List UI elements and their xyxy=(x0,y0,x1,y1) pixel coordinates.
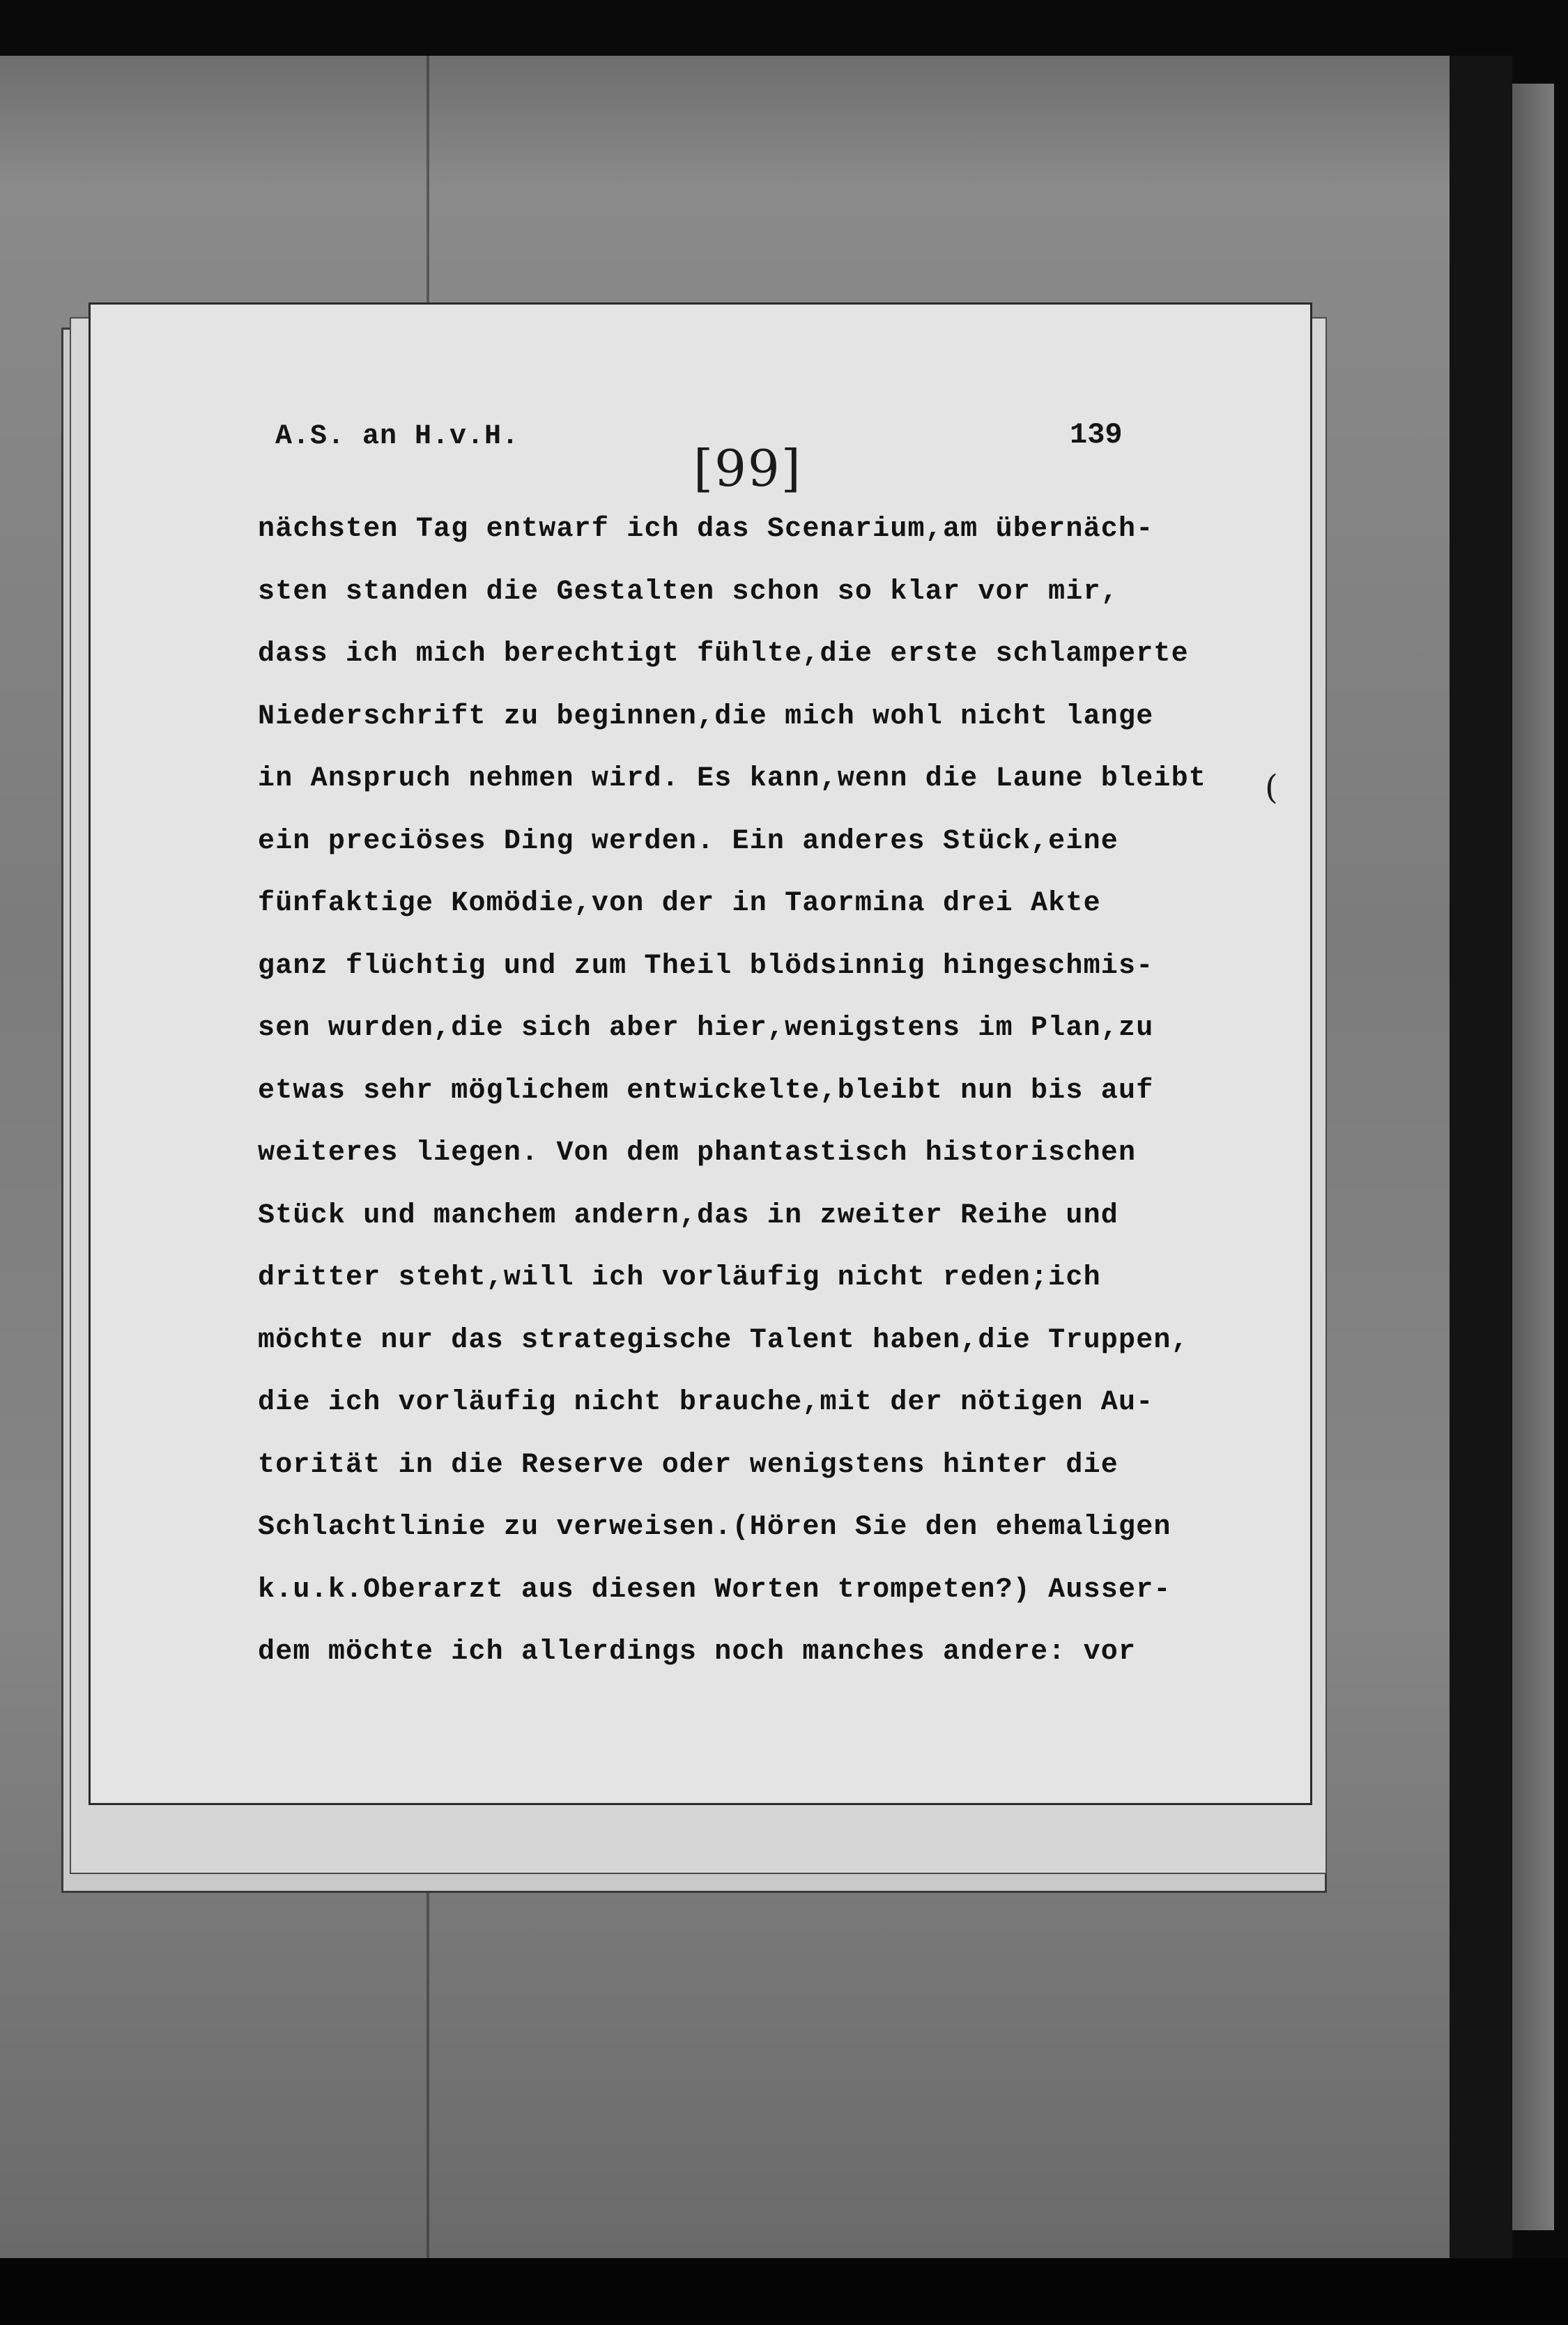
text-line: die ich vorläufig nicht brauche,mit der nötigen Au- xyxy=(258,1387,1154,1418)
page-number: 139 xyxy=(1070,418,1123,452)
adjacent-page-strip xyxy=(1512,84,1554,2230)
text-line: in Anspruch nehmen wird. Es kann,wenn die Laune bleibt xyxy=(258,763,1207,795)
dark-edge xyxy=(1450,56,1512,2258)
bottom-border xyxy=(0,2258,1568,2325)
margin-annotation: ( xyxy=(1265,768,1278,807)
text-line: möchte nur das strategische Talent haben,die Truppen, xyxy=(258,1324,1189,1356)
text-line: dritter steht,will ich vorläufig nicht reden;ich xyxy=(258,1262,1101,1294)
text-line: torität in die Reserve oder wenigstens hinter die xyxy=(258,1449,1119,1481)
text-line: ganz flüchtig und zum Theil blödsinnig hingeschmis- xyxy=(258,950,1154,982)
letter-header-correspondents: A.S. an H.v.H. xyxy=(275,421,520,452)
text-line: etwas sehr möglichem entwickelte,bleibt nun bis auf xyxy=(258,1075,1154,1107)
text-line: nächsten Tag entwarf ich das Scenarium,am übernäch- xyxy=(258,514,1154,545)
letter-number: [99] xyxy=(693,439,802,498)
text-line: weiteres liegen. Von dem phantastisch historischen xyxy=(258,1137,1137,1169)
text-line: sen wurden,die sich aber hier,wenigstens im Plan,zu xyxy=(258,1013,1154,1044)
text-line: dem möchte ich allerdings noch manches andere: vor xyxy=(258,1636,1137,1668)
text-line: Schlachtlinie zu verweisen.(Hören Sie den ehemaligen xyxy=(258,1512,1171,1543)
text-line: dass ich mich berechtigt fühlte,die erste schlamperte xyxy=(258,638,1189,670)
text-line: Niederschrift zu beginnen,die mich wohl nicht lange xyxy=(258,700,1154,732)
letter-body xyxy=(258,509,1289,1694)
text-line: Stück und manchem andern,das in zweiter Reihe und xyxy=(258,1199,1119,1231)
text-line: sten standen die Gestalten schon so klar vor mir, xyxy=(258,576,1119,608)
text-line: k.u.k.Oberarzt aus diesen Worten trompeten?) Ausser- xyxy=(258,1574,1171,1606)
text-line: fünfaktige Komödie,von der in Taormina drei Akte xyxy=(258,888,1101,919)
text-line: ein preciöses Ding werden. Ein anderes Stück,eine xyxy=(258,825,1119,857)
